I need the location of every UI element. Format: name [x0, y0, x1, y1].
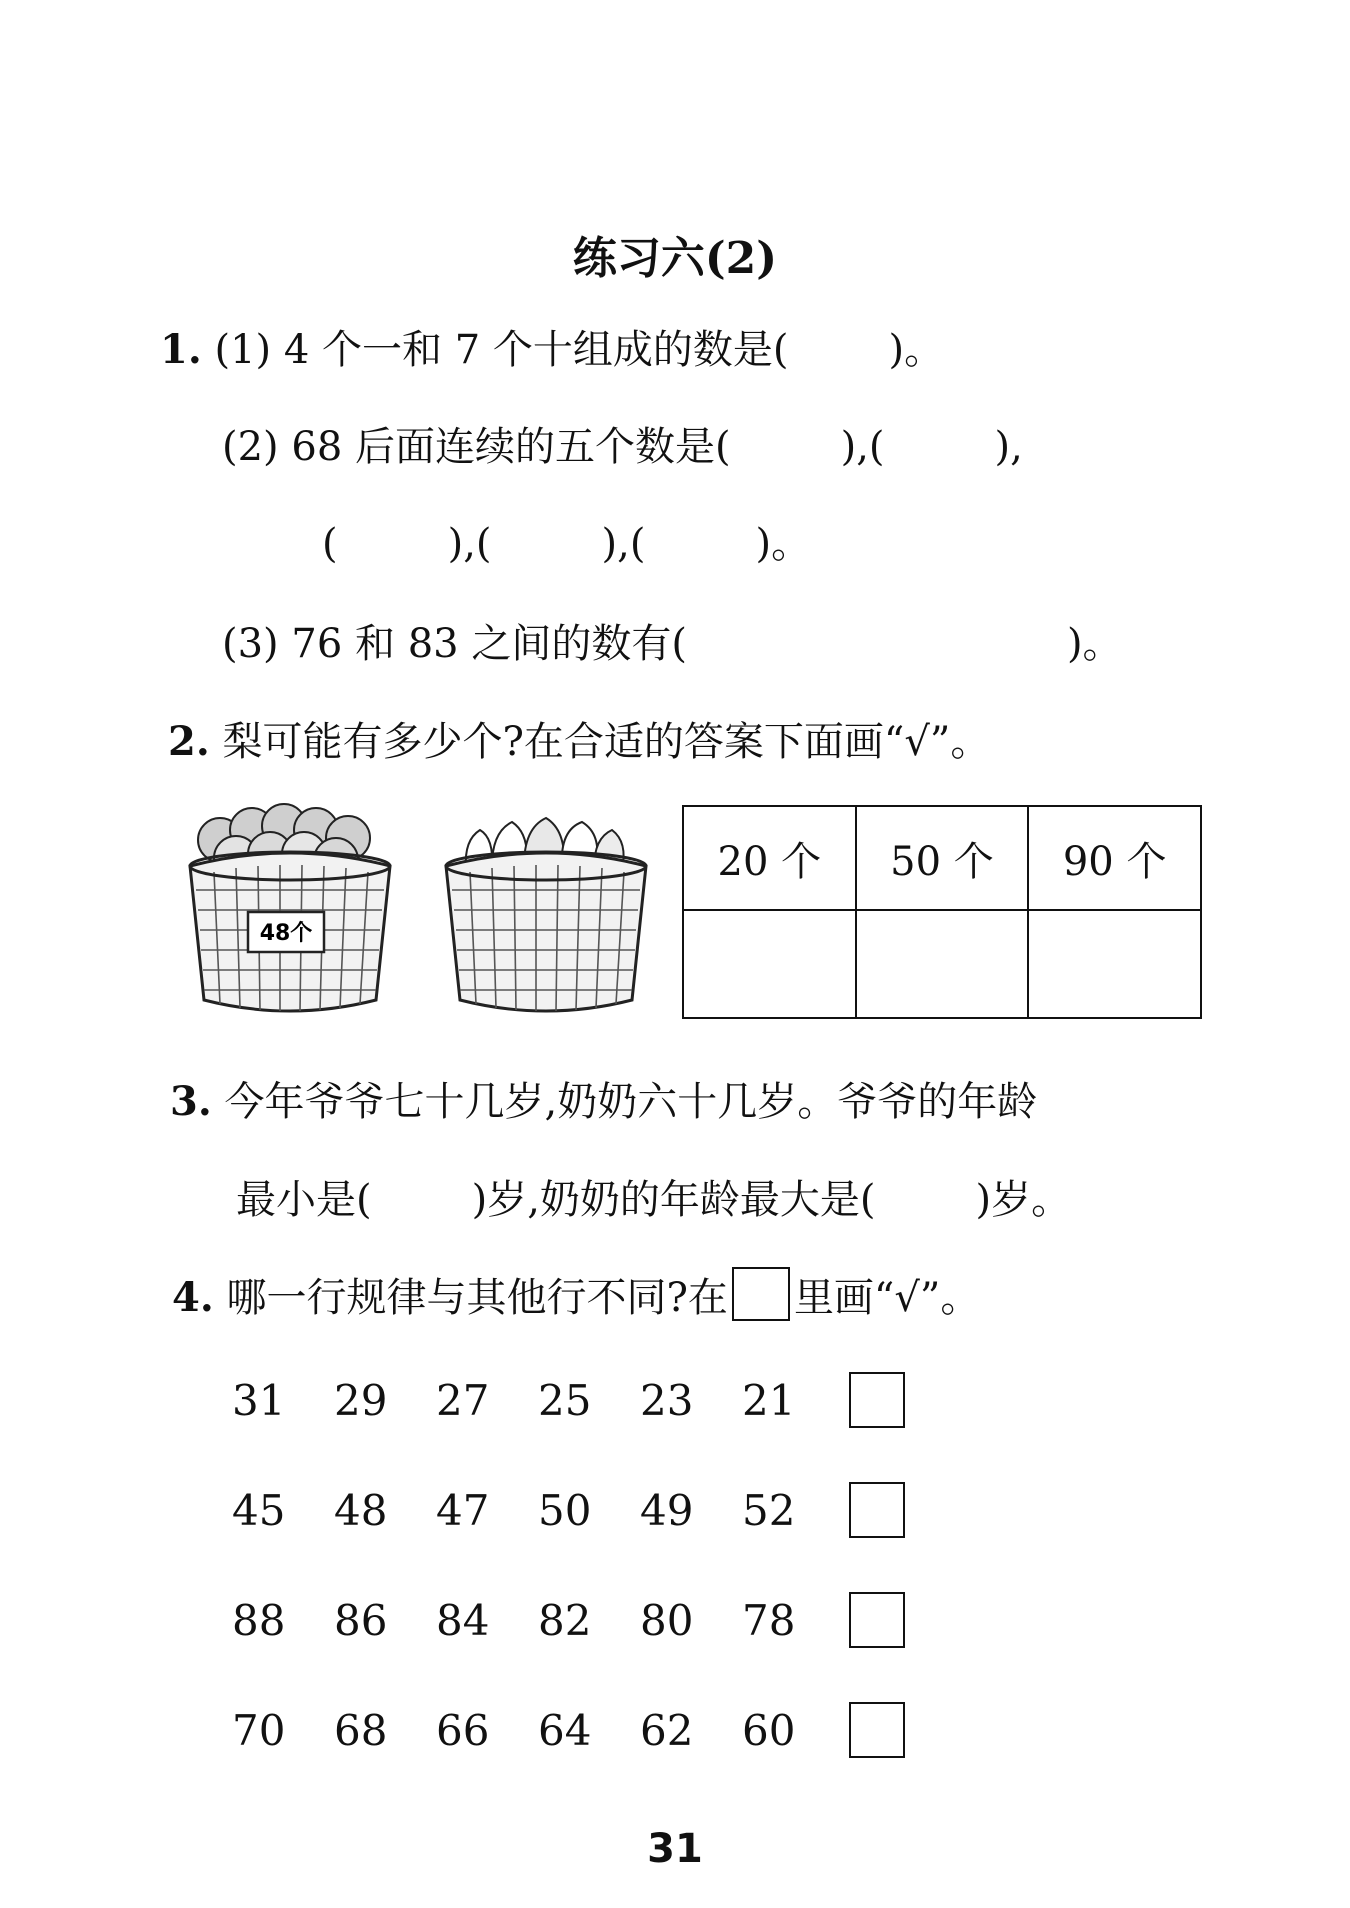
q4-row-2 — [232, 1486, 844, 1535]
q2-answer-cell-50[interactable] — [856, 910, 1029, 1018]
q1-p1-label: (1) — [214, 327, 272, 373]
q4-row3-num: 84 — [436, 1596, 490, 1645]
q1-p2-mid: ),( — [840, 424, 885, 470]
q4-row2-num: 52 — [742, 1486, 796, 1535]
q4-row4-checkbox[interactable] — [849, 1702, 905, 1758]
q3-text-a: 最小是( — [236, 1177, 372, 1223]
q4-row1-num: 29 — [334, 1376, 388, 1425]
q4-row1-num: 27 — [436, 1376, 490, 1425]
q4-row-4 — [232, 1706, 844, 1755]
q3-text-c: )岁。 — [975, 1177, 1072, 1223]
q1-part2-line2 — [322, 512, 811, 569]
q4-number: 4. — [172, 1274, 214, 1321]
q1-p3-end: )。 — [1066, 621, 1123, 667]
q2-option-50: 50 个 — [856, 806, 1029, 910]
q1-p2-l2-end: )。 — [755, 521, 812, 567]
q3-line2 — [236, 1168, 1071, 1225]
q4-row4-num: 64 — [538, 1706, 592, 1755]
q2-answer-cell-90[interactable] — [1028, 910, 1201, 1018]
q4-row1-num: 31 — [232, 1376, 286, 1425]
q1-p3-text: 76 和 83 之间的数有( — [291, 621, 687, 667]
q1-p2-label: (2) — [222, 424, 279, 470]
q4-row1-num: 23 — [640, 1376, 694, 1425]
q4-row1-num: 21 — [742, 1376, 796, 1425]
q4-row4-num: 62 — [640, 1706, 694, 1755]
q1-p2-text: 68 后面连续的五个数是( — [291, 424, 731, 470]
pear-basket-image — [436, 800, 656, 1020]
q4-row3-num: 82 — [538, 1596, 592, 1645]
basket-tag-label: 48个 — [259, 921, 313, 946]
q4-prompt — [172, 1266, 980, 1323]
q4-inline-checkbox-icon — [732, 1267, 790, 1321]
q2-option-20: 20 个 — [683, 806, 856, 910]
q1-part1 — [160, 318, 944, 375]
q4-row1-num: 25 — [538, 1376, 592, 1425]
q4-row4-num: 68 — [334, 1706, 388, 1755]
q4-text-b: 里画“√”。 — [793, 1275, 981, 1321]
q1-p2-l2-start: ( — [322, 521, 338, 567]
q4-row3-num: 88 — [232, 1596, 286, 1645]
q4-row2-num: 50 — [538, 1486, 592, 1535]
q1-part3 — [222, 612, 1123, 669]
orange-basket-image — [180, 800, 400, 1020]
q3-line1 — [170, 1070, 1037, 1127]
q4-row2-num: 47 — [436, 1486, 490, 1535]
q1-p1-end: )。 — [888, 327, 945, 373]
q3-number: 3. — [170, 1078, 212, 1125]
q1-p2-l2-mid2: ),( — [601, 521, 646, 567]
q1-p1-text: 4 个一和 7 个十组成的数是( — [283, 327, 789, 373]
q4-row3-num: 78 — [742, 1596, 796, 1645]
q1-p2-l2-mid1: ),( — [447, 521, 492, 567]
q2-number: 2. — [168, 718, 210, 765]
q2-answer-cell-20[interactable] — [683, 910, 856, 1018]
q4-row4-num: 60 — [742, 1706, 796, 1755]
q4-row4-num: 70 — [232, 1706, 286, 1755]
q2-prompt — [168, 710, 990, 767]
q4-row3-num: 86 — [334, 1596, 388, 1645]
q1-p3-label: (3) — [222, 621, 279, 667]
q4-row2-num: 48 — [334, 1486, 388, 1535]
q4-row-1 — [232, 1376, 844, 1425]
q1-p2-end: ), — [994, 424, 1023, 470]
q4-row2-num: 49 — [640, 1486, 694, 1535]
page-number: 31 — [647, 1826, 703, 1872]
q2-text: 梨可能有多少个?在合适的答案下面画“√”。 — [222, 719, 991, 765]
q2-answer-table — [682, 805, 1202, 1019]
q1-part2 — [222, 415, 1023, 472]
q4-row1-checkbox[interactable] — [849, 1372, 905, 1428]
q4-row3-num: 80 — [640, 1596, 694, 1645]
page-title: 练习六(2) — [572, 233, 778, 284]
q3-text-b: )岁,奶奶的年龄最大是( — [471, 1177, 876, 1223]
q4-row2-checkbox[interactable] — [849, 1482, 905, 1538]
q4-row2-num: 45 — [232, 1486, 286, 1535]
q3-text-line1: 今年爷爷七十几岁,奶奶六十几岁。爷爷的年龄 — [224, 1079, 1038, 1125]
q4-row-3 — [232, 1596, 844, 1645]
q2-option-90: 90 个 — [1028, 806, 1201, 910]
q4-row4-num: 66 — [436, 1706, 490, 1755]
q4-row3-checkbox[interactable] — [849, 1592, 905, 1648]
q4-text-a: 哪一行规律与其他行不同?在 — [226, 1275, 728, 1321]
q1-number: 1. — [160, 326, 202, 373]
